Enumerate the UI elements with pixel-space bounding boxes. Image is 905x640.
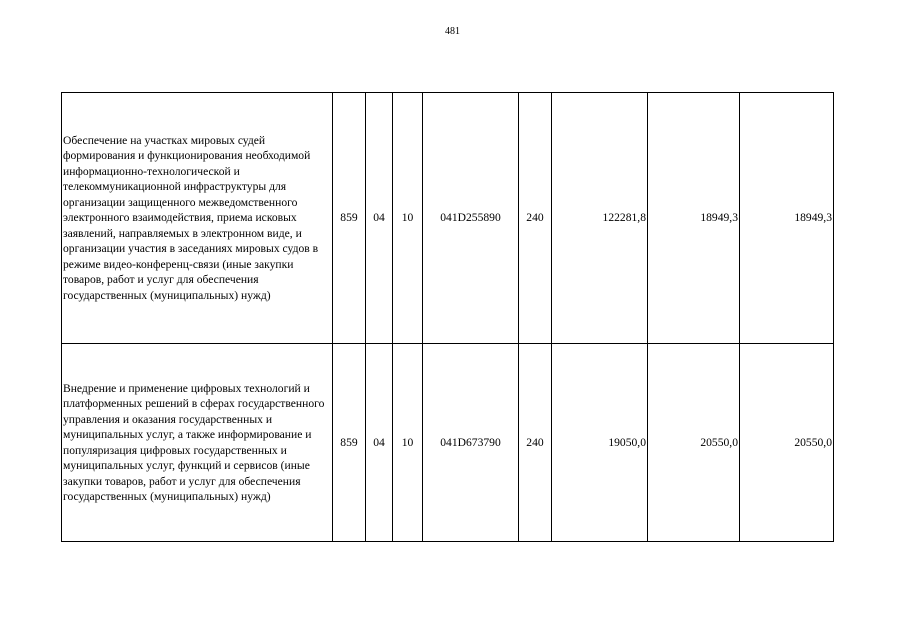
amount-year-2: 18949,3 xyxy=(648,93,740,344)
amount-year-3: 20550,0 xyxy=(740,344,834,542)
section-code: 04 xyxy=(366,93,393,344)
section-code: 04 xyxy=(366,344,393,542)
amount-year-3: 18949,3 xyxy=(740,93,834,344)
target-article-code: 041D673790 xyxy=(423,344,519,542)
subsection-code: 10 xyxy=(393,344,423,542)
row-description: Внедрение и применение цифровых технологий и платформенных решений в сферах государственного управления и оказания государственных и муниципальных услуг, а также информирование и популяризация цифровых государственных и муниципальных услуг, функций и сервисов (иные закупки товаров, работ и услуг для обеспечения государственных (муниципальных) нужд) xyxy=(62,344,333,542)
row-description: Обеспечение на участках мировых судей формирования и функционирования необходимой информационно-технологической и телекоммуникационной инфраструктуры для организации защищенного межведомственного электронного взаимодействия, приема исковых заявлений, направляемых в электронном виде, и организации участия в заседаниях мировых судов в режиме видео-конференц-связи (иные закупки товаров, работ и услуг для обеспечения государственных (муниципальных) нужд) xyxy=(62,93,333,344)
table-row xyxy=(62,344,834,542)
amount-year-1: 122281,8 xyxy=(552,93,648,344)
ministry-code: 859 xyxy=(333,344,366,542)
ministry-code: 859 xyxy=(333,93,366,344)
subsection-code: 10 xyxy=(393,93,423,344)
page-number: 481 xyxy=(445,26,460,37)
expense-type-code: 240 xyxy=(519,344,552,542)
budget-table xyxy=(61,92,834,542)
amount-year-1: 19050,0 xyxy=(552,344,648,542)
target-article-code: 041D255890 xyxy=(423,93,519,344)
amount-year-2: 20550,0 xyxy=(648,344,740,542)
expense-type-code: 240 xyxy=(519,93,552,344)
table-row xyxy=(62,93,834,344)
